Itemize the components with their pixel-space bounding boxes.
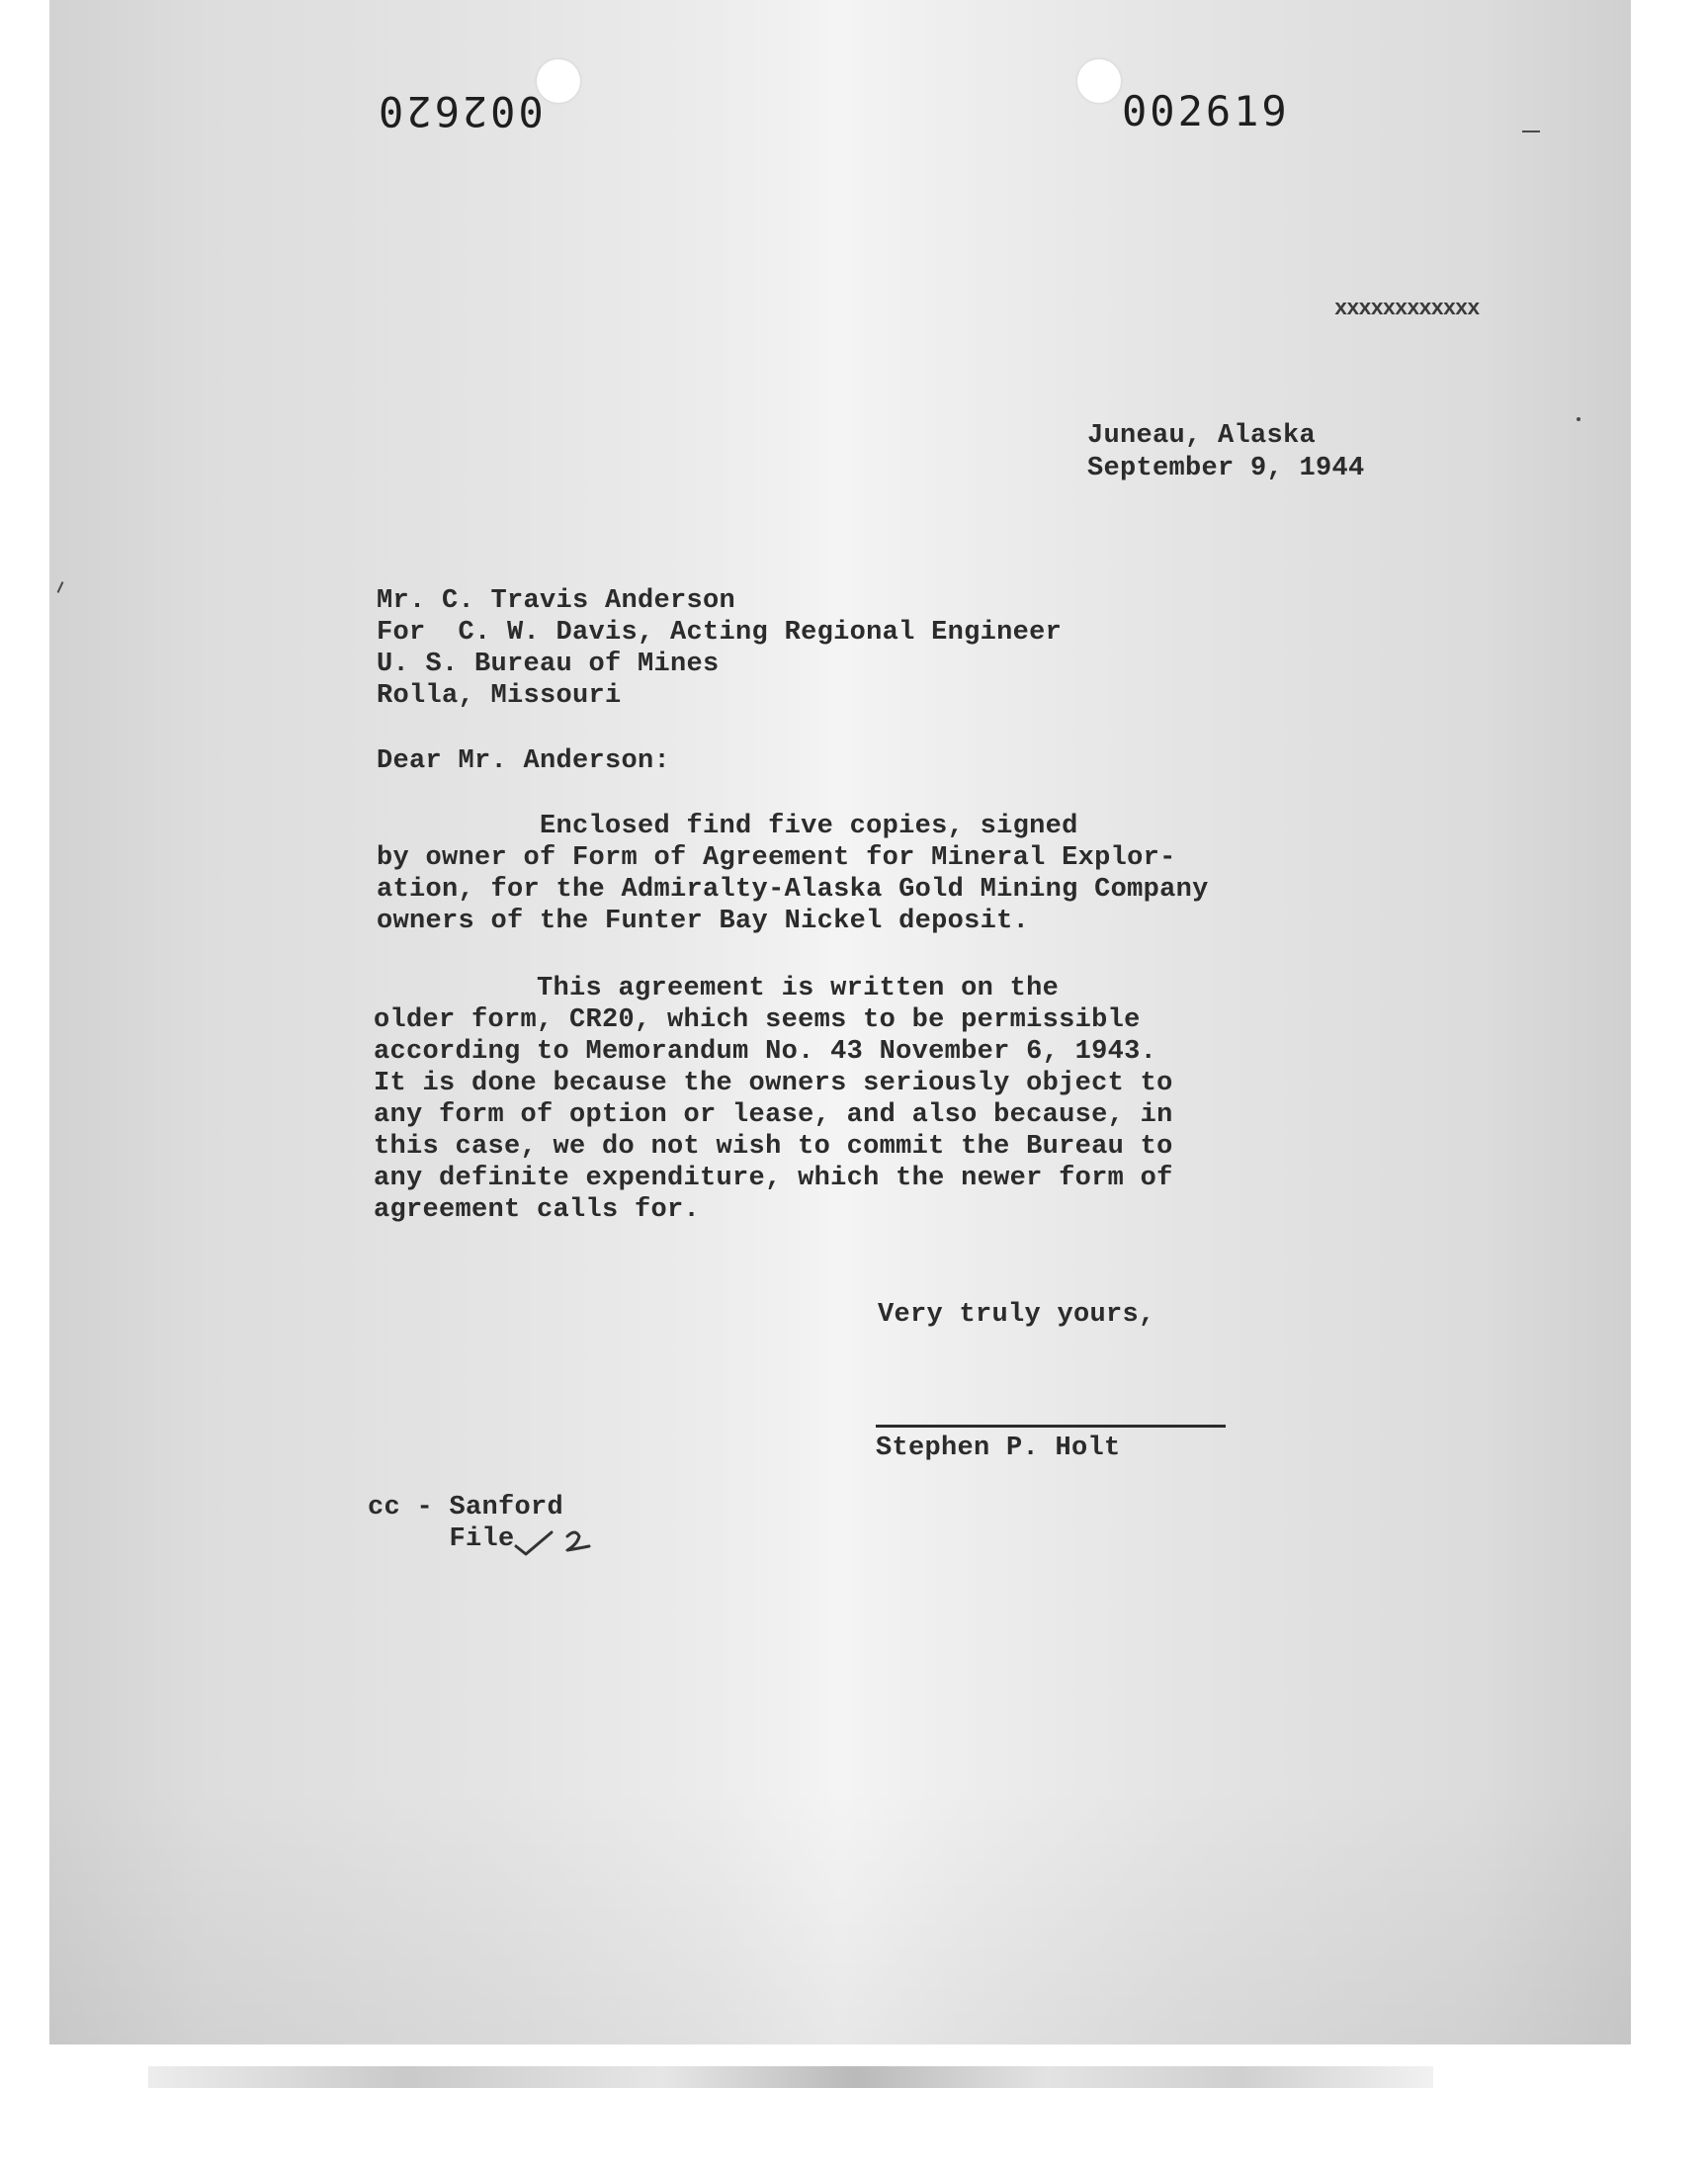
paragraph-1-line-3: ation, for the Admiralty-Alaska Gold Mining Company xyxy=(377,875,1209,905)
salutation: Dear Mr. Anderson: xyxy=(377,746,671,776)
signature-line xyxy=(876,1425,1226,1428)
closing: Very truly yours, xyxy=(878,1300,1155,1330)
speck xyxy=(1522,130,1540,132)
paragraph-2-line-4: It is done because the owners seriously object to xyxy=(374,1069,1173,1098)
addressee-line-3: U. S. Bureau of Mines xyxy=(377,650,720,679)
paragraph-1-line-4: owners of the Funter Bay Nickel deposit. xyxy=(377,907,1030,936)
addressee-line-1: Mr. C. Travis Anderson xyxy=(377,586,736,616)
punch-hole-right xyxy=(1077,59,1121,103)
paragraph-1-line-1: Enclosed find five copies, signed xyxy=(377,812,1078,841)
redaction-mark: xxxxxxxxxxxx xyxy=(1334,297,1480,321)
paragraph-2-line-1: This agreement is written on the xyxy=(374,974,1060,1003)
handwritten-checkmark-icon xyxy=(512,1522,611,1562)
dateline-place: Juneau, Alaska xyxy=(1087,421,1317,451)
scan-edge-strip xyxy=(148,2066,1433,2088)
paragraph-2-line-3: according to Memorandum No. 43 November 6, 1943. xyxy=(374,1037,1157,1067)
cc-line-1: cc - Sanford xyxy=(368,1493,564,1522)
stamp-number-left: 002620 xyxy=(376,87,544,135)
speck xyxy=(1577,417,1580,421)
paragraph-2-line-2: older form, CR20, which seems to be permissible xyxy=(374,1005,1141,1035)
speck xyxy=(57,581,64,593)
document-page xyxy=(49,0,1631,2044)
dateline-date: September 9, 1944 xyxy=(1087,454,1365,483)
cc-line-2: File xyxy=(368,1524,515,1554)
paragraph-2-line-5: any form of option or lease, and also because, in xyxy=(374,1100,1173,1130)
paragraph-2-line-6: this case, we do not wish to commit the Bureau to xyxy=(374,1132,1173,1162)
paragraph-2-line-8: agreement calls for. xyxy=(374,1195,701,1225)
addressee-line-4: Rolla, Missouri xyxy=(377,681,622,711)
signer-name: Stephen P. Holt xyxy=(876,1434,1121,1463)
page-shading xyxy=(49,1787,1631,2044)
paragraph-2-line-7: any definite expenditure, which the newer form of xyxy=(374,1164,1173,1193)
stamp-number-right: 002619 xyxy=(1122,87,1290,135)
addressee-line-2: For C. W. Davis, Acting Regional Engineer xyxy=(377,618,1063,648)
paragraph-1-line-2: by owner of Form of Agreement for Mineral Explor- xyxy=(377,843,1176,873)
